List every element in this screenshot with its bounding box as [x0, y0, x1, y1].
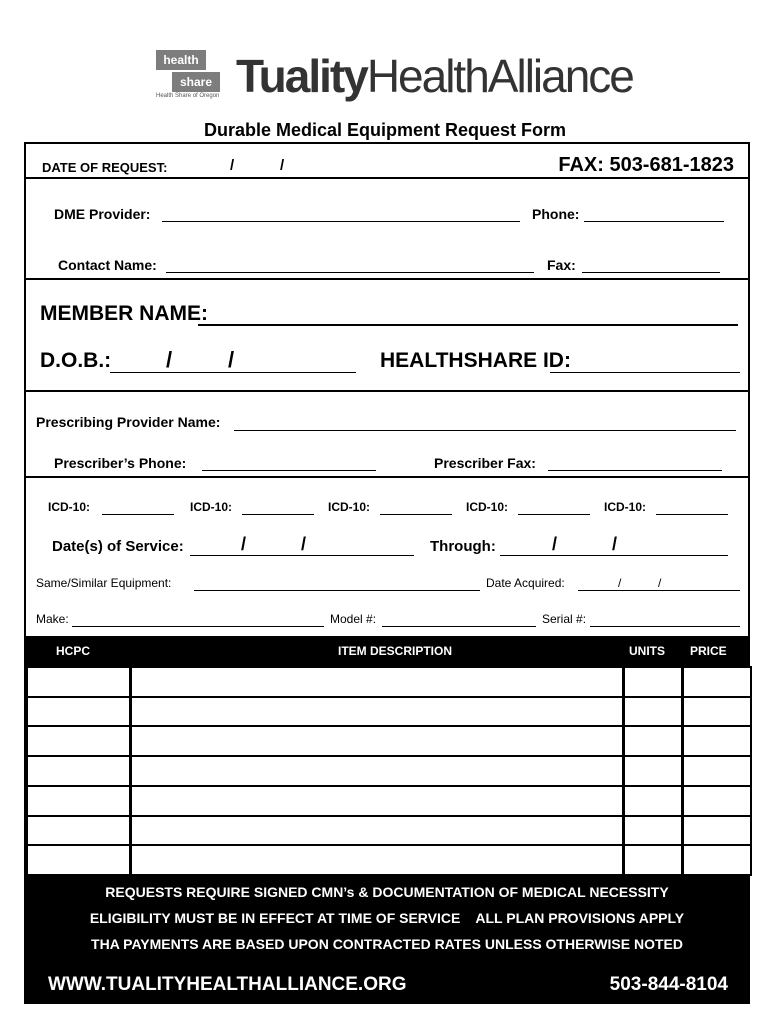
brand-bold: Tuality — [236, 50, 367, 102]
serial-label: Serial #: — [542, 612, 587, 626]
prescribing-provider-label: Prescribing Provider Name: — [36, 414, 221, 430]
healthshare-id-label: HEALTHSHARE ID: — [380, 349, 571, 372]
provider-phone-field[interactable] — [584, 221, 724, 222]
through-slash-1: / — [552, 534, 558, 554]
units-cell[interactable] — [623, 815, 683, 847]
icd10-field-5[interactable] — [656, 514, 728, 515]
prescriber-fax-field[interactable] — [548, 470, 722, 471]
prescribing-provider-field[interactable] — [234, 430, 736, 431]
units-cell[interactable] — [623, 844, 683, 876]
dme-provider-label: DME Provider: — [54, 206, 151, 222]
units-cell[interactable] — [623, 725, 683, 757]
hcpc-cell[interactable] — [26, 755, 131, 787]
icd10-label-3: ICD-10: — [328, 500, 371, 514]
price-cell[interactable] — [682, 755, 752, 787]
dme-provider-field[interactable] — [162, 221, 520, 222]
service-slash-1: / — [241, 534, 247, 554]
through-label: Through: — [430, 538, 496, 555]
date-slash-2: / — [280, 157, 285, 174]
request-form — [24, 142, 750, 1004]
icd10-field-1[interactable] — [102, 514, 174, 515]
date-acquired-label: Date Acquired: — [486, 576, 565, 590]
price-header: PRICE — [690, 644, 727, 658]
share-logo-box: share — [172, 72, 220, 92]
units-cell[interactable] — [623, 785, 683, 817]
item-description-cell[interactable] — [130, 666, 624, 698]
item-description-cell[interactable] — [130, 844, 624, 876]
dob-slash-2: / — [228, 347, 235, 372]
phone-label: Phone: — [532, 206, 580, 222]
price-cell[interactable] — [682, 785, 752, 817]
footer-line-3: THA PAYMENTS ARE BASED UPON CONTRACTED RATES UNLESS OTHERWISE NOTED — [91, 936, 683, 952]
price-cell[interactable] — [682, 725, 752, 757]
through-date-field[interactable] — [500, 555, 728, 556]
price-cell[interactable] — [682, 666, 752, 698]
contact-name-label: Contact Name: — [58, 257, 157, 273]
hcpc-cell[interactable] — [26, 725, 131, 757]
hcpc-cell[interactable] — [26, 785, 131, 817]
dob-slash-1: / — [166, 347, 173, 372]
brand-logo — [236, 50, 633, 102]
units-cell[interactable] — [623, 666, 683, 698]
provider-fax-field[interactable] — [582, 272, 720, 273]
units-header: UNITS — [629, 644, 665, 658]
item-description-cell[interactable] — [130, 755, 624, 787]
price-cell[interactable] — [682, 815, 752, 847]
icd10-label-4: ICD-10: — [466, 500, 509, 514]
divider — [26, 476, 748, 478]
form-title: Durable Medical Equipment Request Form — [203, 120, 567, 140]
icd10-field-4[interactable] — [518, 514, 590, 515]
item-description-cell[interactable] — [130, 725, 624, 757]
dob-label: D.O.B.: — [40, 349, 112, 372]
member-name-label: MEMBER NAME: — [40, 302, 208, 325]
prescriber-fax-label: Prescriber Fax: — [434, 455, 536, 471]
price-cell[interactable] — [682, 696, 752, 728]
date-slash-1: / — [230, 157, 235, 174]
date-acquired-field[interactable] — [578, 590, 740, 591]
dates-of-service-field[interactable] — [190, 555, 414, 556]
icd10-field-2[interactable] — [242, 514, 314, 515]
icd10-field-3[interactable] — [380, 514, 452, 515]
units-cell[interactable] — [623, 696, 683, 728]
healthshare-id-field[interactable] — [550, 372, 740, 373]
units-cell[interactable] — [623, 755, 683, 787]
same-similar-equipment-label: Same/Similar Equipment: — [36, 576, 172, 590]
footer-line-1: REQUESTS REQUIRE SIGNED CMN’s & DOCUMENTATION OF MEDICAL NECESSITY — [105, 884, 669, 900]
model-field[interactable] — [382, 626, 536, 627]
contact-name-field[interactable] — [166, 272, 534, 273]
item-description-header: ITEM DESCRIPTION — [338, 644, 453, 658]
same-similar-equipment-field[interactable] — [194, 590, 480, 591]
icd10-label-5: ICD-10: — [604, 500, 647, 514]
hcpc-cell[interactable] — [26, 696, 131, 728]
fax-number: FAX: 503-681-1823 — [558, 154, 734, 176]
items-table-body — [26, 666, 748, 874]
prescriber-phone-label: Prescriber’s Phone: — [54, 455, 187, 471]
make-field[interactable] — [72, 626, 324, 627]
provider-fax-label: Fax: — [547, 257, 576, 273]
prescriber-phone-field[interactable] — [202, 470, 376, 471]
brand-light: HealthAlliance — [366, 50, 633, 102]
serial-field[interactable] — [590, 626, 740, 627]
through-slash-2: / — [612, 534, 618, 554]
service-slash-2: / — [301, 534, 307, 554]
dates-of-service-label: Date(s) of Service: — [52, 538, 184, 555]
item-description-cell[interactable] — [130, 696, 624, 728]
acquired-slash-2: / — [658, 576, 662, 590]
footer-notice — [26, 874, 748, 1002]
website-link[interactable]: WWW.TUALITYHEALTHALLIANCE.ORG — [48, 974, 407, 995]
member-name-field[interactable] — [198, 324, 738, 326]
price-cell[interactable] — [682, 844, 752, 876]
hcpc-cell[interactable] — [26, 666, 131, 698]
item-description-cell[interactable] — [130, 785, 624, 817]
hcpc-header: HCPC — [56, 644, 91, 658]
model-label: Model #: — [330, 612, 377, 626]
health-logo-box: health — [156, 50, 206, 70]
logo-tagline: Health Share of Oregon — [156, 93, 220, 99]
acquired-slash-1: / — [618, 576, 622, 590]
divider — [26, 278, 748, 280]
date-of-request-label: DATE OF REQUEST: — [42, 160, 168, 175]
items-table-header — [26, 636, 748, 666]
divider — [26, 177, 748, 179]
hcpc-cell[interactable] — [26, 844, 131, 876]
item-description-cell[interactable] — [130, 815, 624, 847]
hcpc-cell[interactable] — [26, 815, 131, 847]
divider — [26, 390, 748, 392]
icd10-label-2: ICD-10: — [190, 500, 233, 514]
footer-phone: 503-844-8104 — [609, 974, 728, 995]
icd10-label-1: ICD-10: — [48, 500, 91, 514]
date-of-request-field[interactable] — [202, 156, 322, 178]
footer-line-2: ELIGIBILITY MUST BE IN EFFECT AT TIME OF SERVICE ALL PLAN PROVISIONS APPLY — [89, 910, 685, 926]
make-label: Make: — [36, 612, 69, 626]
